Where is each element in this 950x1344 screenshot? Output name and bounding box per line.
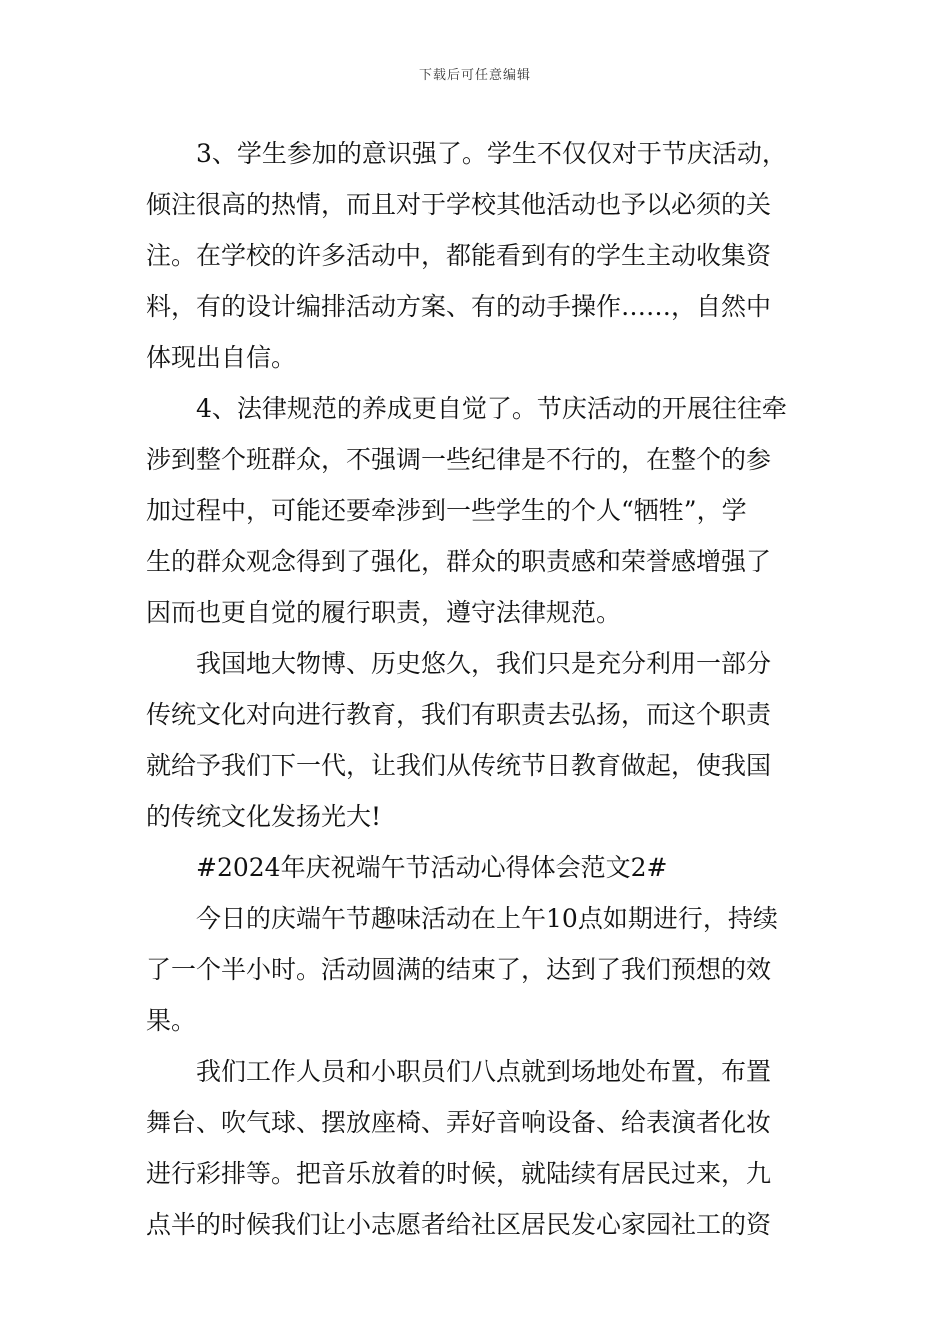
paragraph-line: 4、法律规范的养成更自觉了。节庆活动的开展往往牵	[196, 394, 787, 423]
paragraph-line: 了一个半小时。活动圆满的结束了，达到了我们预想的效	[146, 955, 772, 984]
paragraph-line: 我们工作人员和小职员们八点就到场地处布置，布置	[196, 1057, 772, 1086]
paragraph-line: 体现出自信。	[146, 343, 297, 372]
paragraph-line: 生的群众观念得到了强化，群众的职责感和荣誉感增强了	[146, 547, 772, 576]
paragraph-line: 点半的时候我们让小志愿者给社区居民发心家园社工的资	[146, 1210, 772, 1239]
paragraph-line: 料，有的设计编排活动方案、有的动手操作……，自然中	[146, 292, 772, 321]
paragraph-line: 注。在学校的许多活动中，都能看到有的学生主动收集资	[146, 241, 772, 270]
paragraph-line: 我国地大物博、历史悠久，我们只是充分利用一部分	[196, 649, 772, 678]
paragraph-line: 倾注很高的热情，而且对于学校其他活动也予以必须的关	[146, 190, 772, 219]
paragraph-line: 果。	[146, 1006, 197, 1035]
paragraph-line: 涉到整个班群众，不强调一些纪律是不行的，在整个的参	[146, 445, 772, 474]
paragraph-line: 舞台、吹气球、摆放座椅、弄好音响设备、给表演者化妆	[146, 1108, 772, 1137]
page-header: 下载后可任意编辑	[418, 68, 531, 83]
paragraph-line: 今日的庆端午节趣味活动在上午10点如期进行，持续	[196, 904, 778, 933]
paragraph-line: 因而也更自觉的履行职责，遵守法律规范。	[146, 598, 622, 627]
paragraph-line: 传统文化对向进行教育，我们有职责去弘扬，而这个职责	[146, 700, 772, 729]
paragraph-line: 加过程中，可能还要牵涉到一些学生的个人“牺牲”，学	[146, 496, 747, 525]
document-body	[146, 128, 806, 1250]
paragraph-line: 的传统文化发扬光大!	[146, 802, 382, 831]
paragraph-line: 就给予我们下一代，让我们从传统节日教育做起，使我国	[146, 751, 772, 780]
paragraph-line: 进行彩排等。把音乐放着的时候，就陆续有居民过来，九	[146, 1159, 772, 1188]
section-heading: #2024年庆祝端午节活动心得体会范文2#	[196, 853, 668, 882]
paragraph-line: 3、学生参加的意识强了。学生不仅仅对于节庆活动，	[196, 139, 787, 168]
